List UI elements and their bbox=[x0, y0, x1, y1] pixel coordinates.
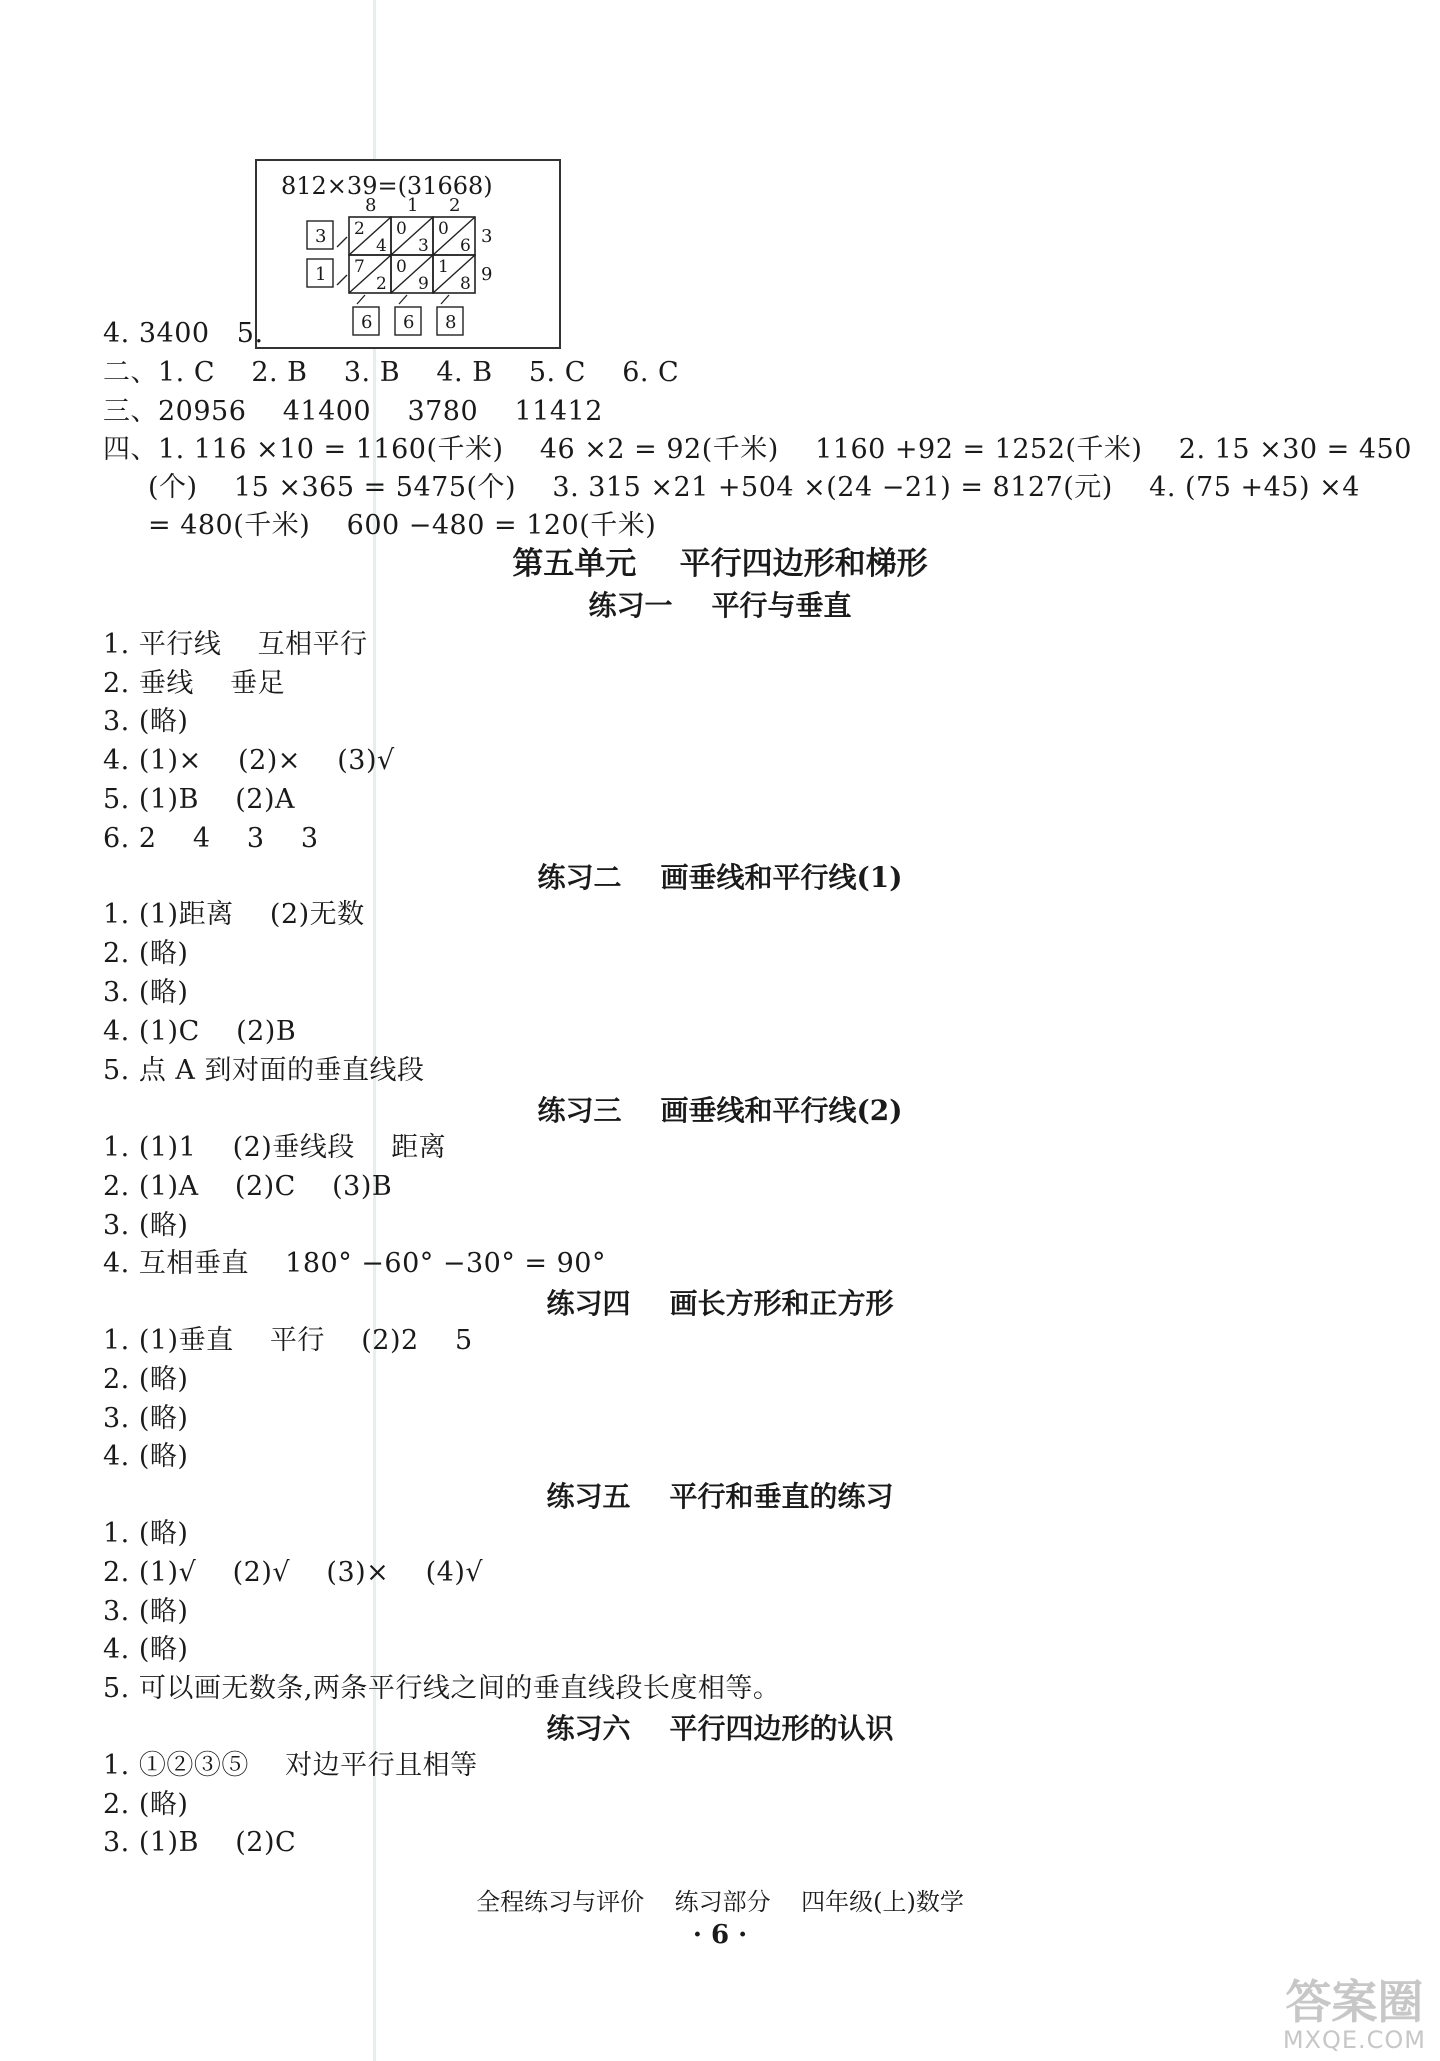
section-title-4: 练习四 画长方形和正方形 bbox=[546, 1287, 894, 1320]
section-1-item: 1. 平行线 互相平行 bbox=[103, 629, 368, 660]
section-2-item: 5. 点 A 到对面的垂直线段 bbox=[103, 1055, 425, 1086]
lattice-equation: 812×39=(31668) bbox=[281, 172, 493, 200]
section-1-item: 3. (略) bbox=[103, 706, 189, 737]
watermark-logo: 答案圈 bbox=[1285, 1975, 1424, 2029]
lattice-arrow bbox=[337, 275, 347, 285]
section-5-item: 3. (略) bbox=[103, 1596, 189, 1627]
lattice-bottom-box-digit: 6 bbox=[403, 312, 415, 333]
section-1-item: 5. (1)B (2)A bbox=[103, 784, 296, 815]
section-3-item: 4. 互相垂直 180° −60° −30° = 90° bbox=[103, 1248, 606, 1279]
lattice-bottom-box-digit: 8 bbox=[445, 312, 457, 333]
lattice-left-box-digit: 3 bbox=[315, 226, 327, 247]
answer-line-si-1: 四、1. 116 ×10 = 1160(千米) 46 ×2 = 92(千米) 1160 +92 = 1252(千米) 2. 15 ×30 = 450 bbox=[103, 434, 1412, 465]
section-title-1: 练习一 平行与垂直 bbox=[588, 589, 852, 622]
answer-line-4-5: 4. 3400 5. bbox=[103, 318, 264, 349]
section-title-2: 练习二 画垂线和平行线(1) bbox=[537, 861, 903, 894]
section-title-6: 练习六 平行四边形的认识 bbox=[546, 1712, 894, 1745]
section-2-item: 4. (1)C (2)B bbox=[103, 1016, 297, 1047]
section-5-item: 1. (略) bbox=[103, 1518, 189, 1549]
section-title-3: 练习三 画垂线和平行线(2) bbox=[537, 1094, 903, 1127]
lattice-tens-digit: 2 bbox=[354, 219, 365, 239]
lattice-top-digit: 2 bbox=[449, 195, 461, 216]
watermark bbox=[1283, 1977, 1426, 2053]
lattice-tens-digit: 0 bbox=[396, 257, 407, 277]
section-3-item: 2. (1)A (2)C (3)B bbox=[103, 1171, 393, 1202]
section-2-item: 3. (略) bbox=[103, 977, 189, 1008]
section-title-5: 练习五 平行和垂直的练习 bbox=[546, 1480, 894, 1513]
lattice-tens-digit: 0 bbox=[438, 219, 449, 239]
lattice-tens-digit: 0 bbox=[396, 219, 407, 239]
section-4-item: 3. (略) bbox=[103, 1403, 189, 1434]
answer-line-si-2: (个) 15 ×365 = 5475(个) 3. 315 ×21 +504 ×(24 −21) = 8127(元) 4. (75 +45) ×4 bbox=[148, 472, 1360, 503]
lattice-tens-digit: 7 bbox=[354, 257, 365, 277]
section-4-item: 2. (略) bbox=[103, 1364, 189, 1395]
lattice-bottom-box-digit: 6 bbox=[361, 312, 373, 333]
lattice-arrow bbox=[399, 295, 407, 304]
lattice-top-digit: 1 bbox=[407, 195, 419, 216]
lattice-ones-digit: 4 bbox=[376, 236, 387, 256]
section-1-item: 2. 垂线 垂足 bbox=[103, 668, 286, 699]
section-1-item: 4. (1)× (2)× (3)√ bbox=[103, 745, 395, 776]
answer-line-er: 二、1. C 2. B 3. B 4. B 5. C 6. C bbox=[103, 357, 680, 388]
lattice-multiplication-figure bbox=[255, 159, 561, 349]
lattice-arrow bbox=[441, 295, 449, 304]
lattice-arrow bbox=[337, 237, 347, 247]
lattice-arrow bbox=[357, 295, 365, 304]
lattice-grid-svg bbox=[257, 161, 559, 347]
lattice-left-box-digit: 1 bbox=[315, 264, 327, 285]
lattice-right-digit: 3 bbox=[481, 226, 493, 247]
section-5-item: 5. 可以画无数条,两条平行线之间的垂直线段长度相等。 bbox=[103, 1673, 781, 1704]
section-3-item: 1. (1)1 (2)垂线段 距离 bbox=[103, 1132, 447, 1163]
section-6-item: 2. (略) bbox=[103, 1789, 189, 1820]
section-1-item: 6. 2 4 3 3 bbox=[103, 823, 319, 854]
section-5-item: 4. (略) bbox=[103, 1634, 189, 1665]
footer-book-title: 全程练习与评价 练习部分 四年级(上)数学 bbox=[476, 1888, 964, 1916]
section-4-item: 4. (略) bbox=[103, 1441, 189, 1472]
section-2-item: 2. (略) bbox=[103, 938, 189, 969]
page-number: · 6 · bbox=[692, 1920, 748, 1950]
section-2-item: 1. (1)距离 (2)无数 bbox=[103, 899, 365, 930]
unit-title: 第五单元 平行四边形和梯形 bbox=[512, 546, 928, 582]
section-6-item: 3. (1)B (2)C bbox=[103, 1827, 297, 1858]
watermark-site: MXQE.COM bbox=[1282, 2026, 1426, 2054]
lattice-right-digit: 9 bbox=[481, 264, 493, 285]
section-3-item: 3. (略) bbox=[103, 1210, 189, 1241]
lattice-top-digit: 8 bbox=[365, 195, 377, 216]
answer-line-si-3: = 480(千米) 600 −480 = 120(千米) bbox=[148, 510, 657, 541]
lattice-ones-digit: 2 bbox=[376, 274, 387, 294]
section-5-item: 2. (1)√ (2)√ (3)× (4)√ bbox=[103, 1557, 484, 1588]
lattice-ones-digit: 6 bbox=[460, 236, 471, 256]
lattice-tens-digit: 1 bbox=[438, 257, 449, 277]
lattice-ones-digit: 3 bbox=[418, 236, 429, 256]
section-6-item: 1. ①②③⑤ 对边平行且相等 bbox=[103, 1750, 478, 1781]
lattice-ones-digit: 9 bbox=[418, 274, 429, 294]
answer-line-san: 三、20956 41400 3780 11412 bbox=[103, 396, 603, 427]
section-4-item: 1. (1)垂直 平行 (2)2 5 bbox=[103, 1325, 473, 1356]
lattice-ones-digit: 8 bbox=[460, 274, 471, 294]
